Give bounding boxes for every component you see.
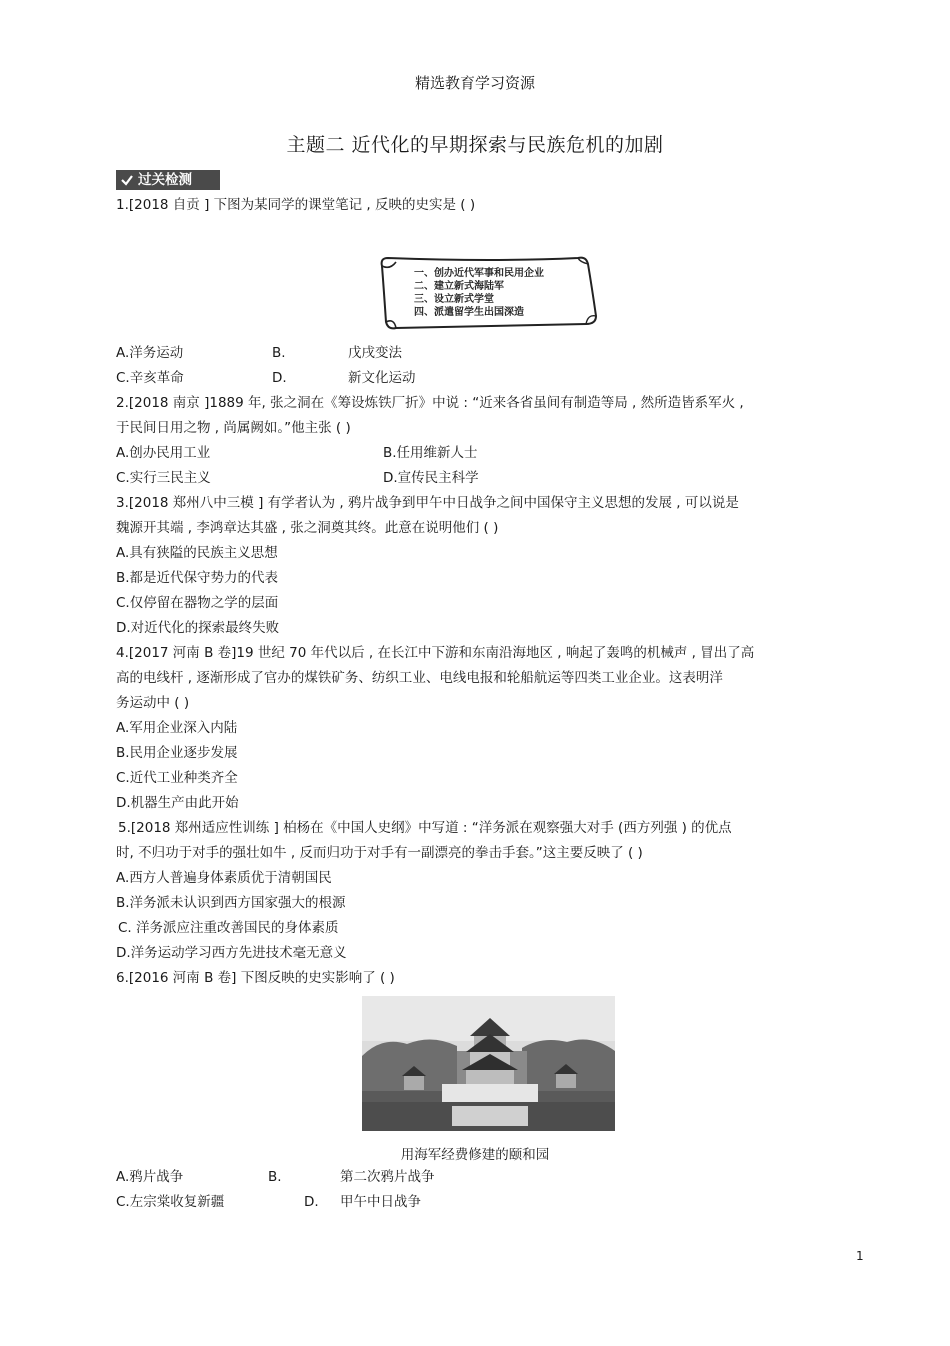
q5-d: D.洋务运动学习西方先进技术毫无意义 xyxy=(116,945,347,961)
q1-a: A.洋务运动 xyxy=(116,345,184,361)
q6-b: B. xyxy=(268,1169,282,1185)
q4-stem-1: 4.[2017 河南 B 卷]19 世纪 70 年代以后 , 在长江中下游和东南沿海地区 , 响起了轰鸣的机械声 , 冒出了高 xyxy=(116,645,755,661)
summer-palace-photo xyxy=(362,996,615,1131)
q4-a: A.军用企业深入内陆 xyxy=(116,720,238,736)
photo-caption: 用海军经费修建的颐和园 xyxy=(400,1147,550,1163)
q3-d: D.对近代化的探索最终失败 xyxy=(116,620,280,636)
scroll-line: 四、派遣留学生出国深造 xyxy=(414,307,524,318)
q6-d: D. xyxy=(304,1194,319,1210)
scroll-note-image xyxy=(374,252,604,332)
q3-c: C.仅停留在器物之学的层面 xyxy=(116,595,279,611)
q2-d: D.宣传民主科学 xyxy=(383,470,479,486)
scroll-line: 二、建立新式海陆军 xyxy=(414,281,504,292)
q5-c: C. 洋务派应注重改善国民的身体素质 xyxy=(118,920,339,936)
q1-b: B. xyxy=(272,345,286,361)
q6-b-text: 第二次鸦片战争 xyxy=(340,1169,435,1185)
q1-d: D. xyxy=(272,370,287,386)
q3-a: A.具有狭隘的民族主义思想 xyxy=(116,545,278,561)
section-badge-label: 过关检测 xyxy=(138,172,192,188)
q5-b: B.洋务派未认识到西方国家强大的根源 xyxy=(116,895,346,911)
q3-stem-1: 3.[2018 郑州八中三模 ] 有学者认为 , 鸦片战争到甲午中日战争之间中国保守主义思想的发展 , 可以说是 xyxy=(116,495,739,511)
q5-stem-1: 5.[2018 郑州适应性训练 ] 柏杨在《中国人史纲》中写道 : “洋务派在观察强大对手 (西方列强 ) 的优点 xyxy=(118,820,732,836)
q5-stem-2: 时, 不归功于对手的强壮如牛 , 反而归功于对手有一副漂亮的拳击手套。”这主要反映了 ( ) xyxy=(116,845,643,861)
q3-b: B.都是近代保守势力的代表 xyxy=(116,570,279,586)
q2-stem-1: 2.[2018 南京 ]1889 年, 张之洞在《筹设炼铁厂折》中说 : “近来各省虽间有制造等局 , 然所造皆系军火 , xyxy=(116,395,744,411)
q1-b-text: 戊戌变法 xyxy=(348,345,402,361)
q1-stem: 1.[2018 自贡 ] 下图为某同学的课堂笔记 , 反映的史实是 ( ) xyxy=(116,197,476,213)
q3-stem-2: 魏源开其端 , 李鸿章达其盛 , 张之洞奠其终。此意在说明他们 ( ) xyxy=(116,520,499,536)
q6-stem: 6.[2016 河南 B 卷] 下图反映的史实影响了 ( ) xyxy=(116,970,395,986)
q2-stem-2: 于民间日用之物 , 尚属阙如。”他主张 ( ) xyxy=(116,420,351,436)
q4-b: B.民用企业逐步发展 xyxy=(116,745,238,761)
q2-b: B.任用维新人士 xyxy=(383,445,478,461)
section-badge xyxy=(116,170,220,190)
q4-stem-2: 高的电线杆 , 逐渐形成了官办的煤铁矿务、纺织工业、电线电报和轮船航运等四类工业企业。这表明洋 xyxy=(116,670,723,686)
q6-d-text: 甲午中日战争 xyxy=(340,1194,421,1210)
page-number: 1 xyxy=(856,1249,864,1263)
page-header: 精选教育学习资源 xyxy=(414,74,535,92)
q4-d: D.机器生产由此开始 xyxy=(116,795,239,811)
check-cross-icon xyxy=(120,173,134,187)
scroll-line: 一、创办近代军事和民用企业 xyxy=(414,268,544,279)
q1-d-text: 新文化运动 xyxy=(348,370,416,386)
q4-stem-3: 务运动中 ( ) xyxy=(116,695,190,711)
q2-a: A.创办民用工业 xyxy=(116,445,211,461)
q6-c: C.左宗棠收复新疆 xyxy=(116,1194,225,1210)
q1-c: C.辛亥革命 xyxy=(116,370,184,386)
q5-a: A.西方人普遍身体素质优于清朝国民 xyxy=(116,870,332,886)
q2-c: C.实行三民主义 xyxy=(116,470,211,486)
q4-c: C.近代工业种类齐全 xyxy=(116,770,238,786)
scroll-line: 三、设立新式学堂 xyxy=(414,294,494,305)
page-title: 主题二 近代化的早期探索与民族危机的加剧 xyxy=(286,134,664,156)
q6-a: A.鸦片战争 xyxy=(116,1169,184,1185)
